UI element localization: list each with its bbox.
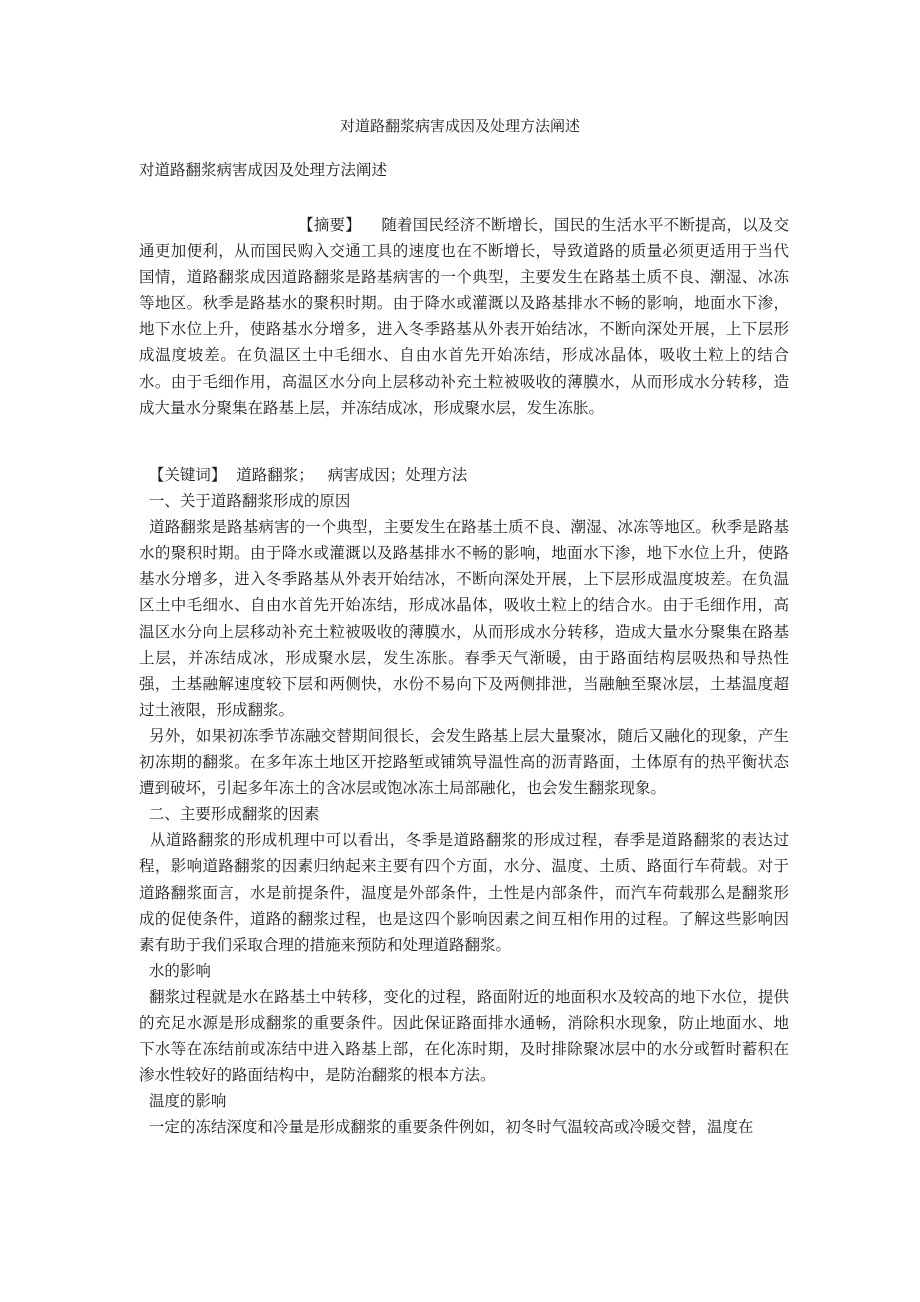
keyword-item: 处理方法	[405, 466, 468, 484]
abstract-text: 随着国民经济不断增长，国民的生活水平不断提高，以及交通更加便利，从而国民购入交通工具的速度也在不断增长，导致道路的质量必须更适用于当代国情，道路翻浆成因道路翻浆是路基病害的一个典型，主要发生在路基土质不良、潮湿、冰冻等地区。秋季是路基水的聚积时期。由于降水或灌溉以及路基排水不畅的影响，地面水下渗，地下水位上升，使路基水分增多，进入冬季路基从外表开始结冰，不断向深处开展，上下层形成温度坡差。在负温区土中毛细水、自由水首先开始冻结，形成冰晶体，吸收土粒上的结合水。由于毛细作用，高温区水分向上层移动补充土粒被吸收的薄膜水，从而形成水分转移，造成大量水分聚集在路基上层，并冻结成冰，形成聚水层，发生冻胀。	[139, 216, 789, 417]
keywords-line	[139, 462, 789, 488]
keyword-item: 道路翻浆；	[236, 466, 314, 484]
document-subtitle: 对道路翻浆病害成因及处理方法阐述	[139, 161, 388, 179]
section-heading: 二、主要形成翻浆的因素	[148, 805, 320, 824]
keywords-label: 【关键词】	[148, 466, 227, 484]
abstract-block	[139, 212, 789, 421]
paragraph: 翻浆过程就是水在路基土中转移，变化的过程，路面附近的地面积水及较高的地下水位，提供的充足水源是形成翻浆的重要条件。因此保证路面排水通畅，消除积水现象，防止地面水、地下水等在冻结前或冻结中进入路基上部，在化冻时期，及时排除聚冰层中的水分或暂时蓄积在渗水性较好的路面结构中，是防治翻浆的根本方法。	[139, 987, 789, 1085]
section-heading: 水的影响	[148, 961, 211, 980]
paragraph: 从道路翻浆的形成机理中可以看出，冬季是道路翻浆的形成过程，春季是道路翻浆的表达过程，影响道路翻浆的因素归纳起来主要有四个方面，水分、温度、土质、路面行车荷载。对于道路翻浆面言，水是前提条件，温度是外部条件，土性是内部条件，而汽车荷载那么是翻浆形成的促使条件，道路的翻浆过程，也是这四个影响因素之间互相作用的过程。了解这些影响因素有助于我们采取合理的措施来预防和处理道路翻浆。	[139, 831, 789, 954]
keyword-item: 病害成因；	[327, 466, 406, 484]
paragraph: 另外，如果初冻季节冻融交替期间很长，会发生路基上层大量聚冰，随后又融化的现象，产生初冻期的翻浆。在多年冻土地区开挖路堑或铺筑导温性高的沥青路面，土体原有的热平衡状态遭到破坏，引起多年冻土的含冰层或饱冰冻土局部融化，也会发生翻浆现象。	[139, 726, 789, 798]
document-title: 对道路翻浆病害成因及处理方法阐述	[339, 117, 580, 135]
section-heading: 温度的影响	[148, 1092, 227, 1111]
section-heading: 一、关于道路翻浆形成的原因	[148, 492, 351, 511]
paragraph: 一定的冻结深度和冷量是形成翻浆的重要条件例如，初冬时气温较高或冷暖交替，温度在	[148, 1118, 754, 1137]
body-text	[139, 462, 789, 1140]
abstract-label: 【摘要】	[298, 216, 361, 234]
paragraph: 道路翻浆是路基病害的一个典型，主要发生在路基土质不良、潮湿、冰冻等地区。秋季是路基水的聚积时期。由于降水或灌溉以及路基排水不畅的影响，地面水下渗，地下水位上升，使路基水分增多，进入冬季路基从外表开始结冰，不断向深处开展，上下层形成温度坡差。在负温区土中毛细水、自由水首先开始冻结，形成冰晶体，吸收土粒上的结合水。由于毛细作用，高温区水分向上层移动补充土粒被吸收的薄膜水，从而形成水分转移，造成大量水分聚集在路基上层，并冻结成冰，形成聚水层，发生冻胀。春季天气渐暖，由于路面结构层吸热和导热性强，土基融解速度较下层和两侧快，水份不易向下及两侧排泄，当融触至聚冰层，土基温度超过土液限，形成翻浆。	[139, 518, 789, 719]
